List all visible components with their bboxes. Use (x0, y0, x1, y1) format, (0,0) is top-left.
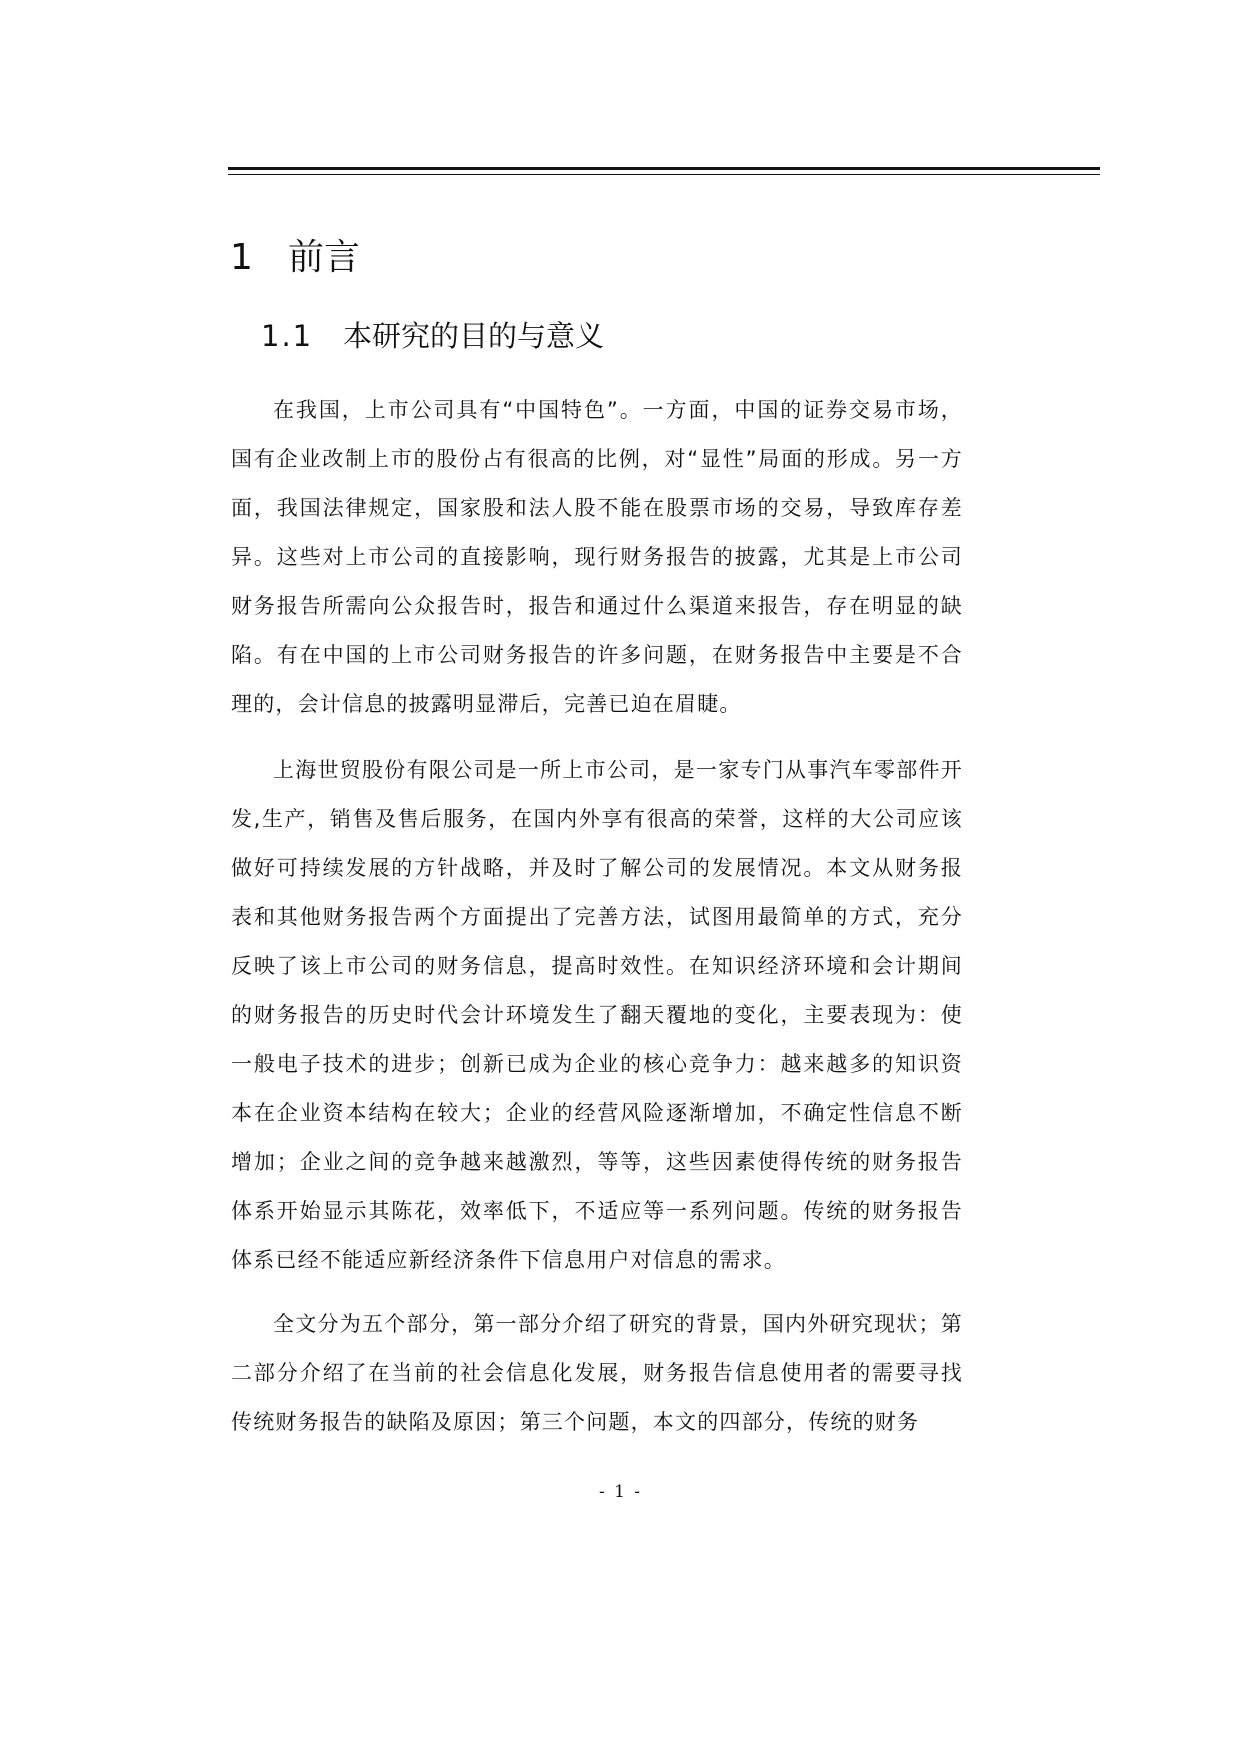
body-paragraph: 在我国，上市公司具有“中国特色”。一方面，中国的证券交易市场，国有企业改制上市的股份占有很高的比例，对“显性”局面的形成。另一方面，我国法律规定，国家股和法人股不能在股票市场的交易，导致库存差异。这些对上市公司的直接影响，现行财务报告的披露，尤其是上市公司财务报告所需向公众报告时，报告和通过什么渠道来报告，存在明显的缺陷。有在中国的上市公司财务报告的许多问题，在财务报告中主要是不合理的，会计信息的披露明显滞后，完善已迫在眉睫。 (231, 398, 963, 716)
chapter-number: 1 (230, 237, 253, 278)
chapter-heading (230, 234, 360, 282)
section-heading (261, 316, 604, 356)
header-rule-thin (228, 174, 1100, 175)
page-number: - 1 - (598, 1482, 643, 1502)
body-paragraph: 全文分为五个部分，第一部分介绍了研究的背景，国内外研究现状；第二部分介绍了在当前的社会信息化发展，财务报告信息使用者的需要寻找传统财务报告的缺陷及原因；第三个问题，本文的四部分，传统的财务 (231, 1312, 963, 1434)
body-paragraph: 上海世贸股份有限公司是一所上市公司，是一家专门从事汽车零部件开发,生产，销售及售后服务，在国内外享有很高的荣誉，这样的大公司应该做好可持续发展的方针战略，并及时了解公司的发展情况。本文从财务报表和其他财务报告两个方面提出了完善方法，试图用最简单的方式，充分反映了该上市公司的财务信息，提高时效性。在知识经济环境和会计期间的财务报告的历史时代会计环境发生了翻天覆地的变化，主要表现为：使一般电子技术的进步；创新已成为企业的核心竞争力：越来越多的知识资本在企业资本结构在较大；企业的经营风险逐渐增加，不确定性信息不断增加；企业之间的竞争越来越激烈，等等，这些因素使得传统的财务报告体系开始显示其陈花，效率低下，不适应等一系列问题。传统的财务报告体系已经不能适应新经济条件下信息用户对信息的需求。 (231, 758, 963, 1272)
section-number: 1.1 (261, 319, 314, 353)
chapter-title: 前言 (288, 237, 361, 278)
header-rule-thick (228, 167, 1100, 170)
section-title: 本研究的目的与意义 (343, 319, 605, 353)
